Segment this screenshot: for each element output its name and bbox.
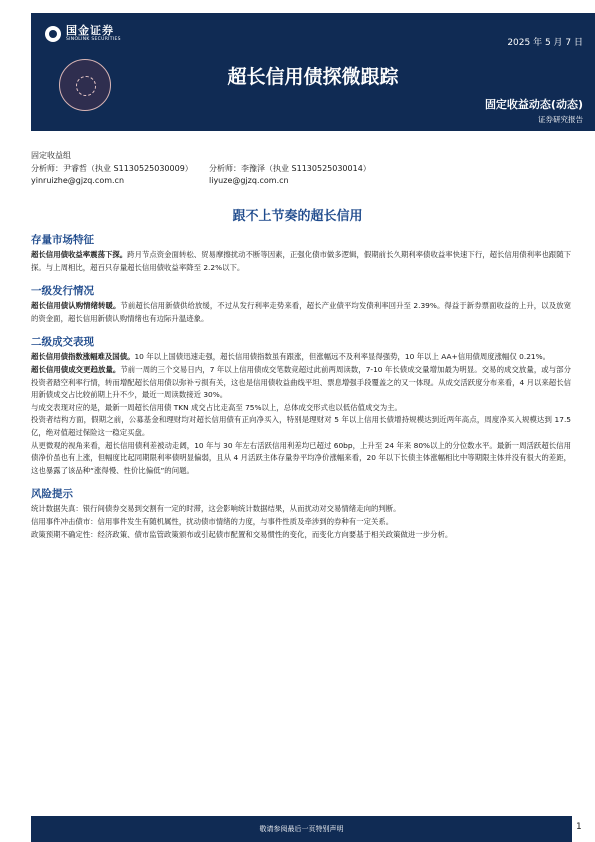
section-heading: 存量市场特征: [31, 234, 94, 246]
paragraph: [31, 364, 571, 402]
disclaimer-note: 敬请参阅最后一页特别声明: [259, 825, 344, 833]
report-title: 超长信用债探微跟踪: [227, 66, 399, 88]
key-point: 超长信用债成交更趋放量。: [31, 364, 121, 374]
analyst-1-email[interactable]: yinruizhe@gjzq.com.cn: [31, 176, 125, 185]
company-logo: [45, 25, 121, 43]
logo-en: SINOLINK SECURITIES: [66, 37, 121, 42]
key-point: 超长信用债认购情绪转暖。: [31, 301, 121, 311]
paragraph: [31, 249, 571, 274]
analyst-block: [31, 150, 371, 188]
section-heading: 二级成交表现: [31, 336, 94, 349]
section-heading: 一级发行情况: [31, 285, 94, 298]
paragraph: [31, 351, 571, 364]
paragraph-text: 节前一周的三个交易日内，7 年以上信用债成交笔数竞超过此前两周读数，7-10 年长债成交量增加最为明显。交易的成交放量，或与部分投资者踏空利率行情，转而增配超长信用债以弥补亏损有关，这也是信用债收益曲线平坦、票息增强手段覆盖之的又一体现。从成交活跃度分布来看，4 月以来超长信用新债成交占比较前期上升不少，最近一周读数接近 30%。: [31, 364, 571, 400]
report-header: [31, 13, 595, 131]
paragraph-text: 10 年以上国债迅速走强，超长信用债指数虽有跟涨，但涨幅远不及利率显得强势，10 年以上 AA+信用债周度涨幅仅 0.21%。: [134, 352, 551, 362]
key-point: 超长信用债收益率震荡下探。: [31, 250, 128, 259]
footer-bar: [31, 816, 572, 842]
section-heading: 风险提示: [31, 488, 73, 501]
page-number: 1: [576, 822, 582, 832]
paragraph: 与成交表现对应的是，最新一周超长信用债 TKN 成交占比走高至 75%以上，总体成交形式也以低估值成交为主。: [31, 402, 402, 412]
team-name: 固定收益组: [31, 151, 71, 160]
paragraph: 从更微观的视角来看，超长信用债利差被动走阔，10 年与 30 年左右活跃信用利差均已超过 60bp，上升至 24 年来 80%以上的分位数水平。最新一周活跃超长信用债净价虽也有上涨，但幅度比起同期限利率债明显偏弱，且从 4 月活跃主体存量券平均净价涨幅来看，20 年以下长债主体涨幅相比中等期限主体并没有很大的差距，这也暴露了该品种“涨得慢、性价比偏低”的问题。: [31, 440, 571, 475]
logo-cn: 国金证券: [66, 24, 114, 37]
report-date: 2025 年 5 月 7 日: [507, 38, 583, 48]
report-subtitle: 跟不上节奏的超长信用: [232, 209, 363, 224]
paragraph-text: 节前超长信用新债供给放缓，不过从发行利率走势来看，超长产业债平均发债利率回升至 2.39%。得益于新券票面收益的上升，以及放宽的资金面，超长信用新债认购情绪也有边际升温迹象。: [31, 301, 571, 323]
risk-item: 政策预期不确定性：经济政策、债市监管政策颁布或引起债市配置和交易惯性的变化，而变化方向要基于相关政策做进一步分析。: [31, 529, 453, 539]
paragraph: [31, 300, 571, 325]
report-class: 证券研究报告: [538, 115, 583, 124]
analyst-2-email[interactable]: liyuze@gjzq.com.cn: [209, 176, 289, 185]
risk-item: 统计数据失真：银行间债券交易到交割有一定的时滞，这会影响统计数据结果，从而扰动对交易情绪走向的判断。: [31, 504, 401, 514]
paragraph-text: 跨月节点资金面转松、贸易摩擦扰动不断等因素，正强化债市做多逻辑，假期前长久期利率债收益率快速下行，超长信用债利率也跟随下探。与上周相比，超百只存量超长信用债收益率降至 2.2%以下。: [31, 250, 571, 272]
analyst-1: 分析师：尹睿哲（执业 S1130525030009）: [31, 163, 193, 173]
analyst-2: 分析师：李豫泽（执业 S1130525030014）: [209, 163, 371, 173]
key-point: 超长信用债指数涨幅难及国债。: [31, 352, 135, 362]
report-type: 固定收益动态(动态): [484, 98, 583, 111]
logo-mark-icon: [45, 26, 61, 42]
report-body: [31, 232, 571, 541]
paragraph: 投资者结构方面，假期之前，公募基金和理财均对超长信用债有正向净买入，特别是理财对 5 年以上信用长债增持规模达到近两年高点，周度净买入规模达到 17.5 亿，绝对值超过保险这一稳定买盘。: [31, 415, 571, 437]
risk-item: 信用事件冲击债市：信用事件发生有随机属性，扰动债市情绪的力度，与事件性质及牵涉到的券种有一定关系。: [31, 516, 394, 526]
